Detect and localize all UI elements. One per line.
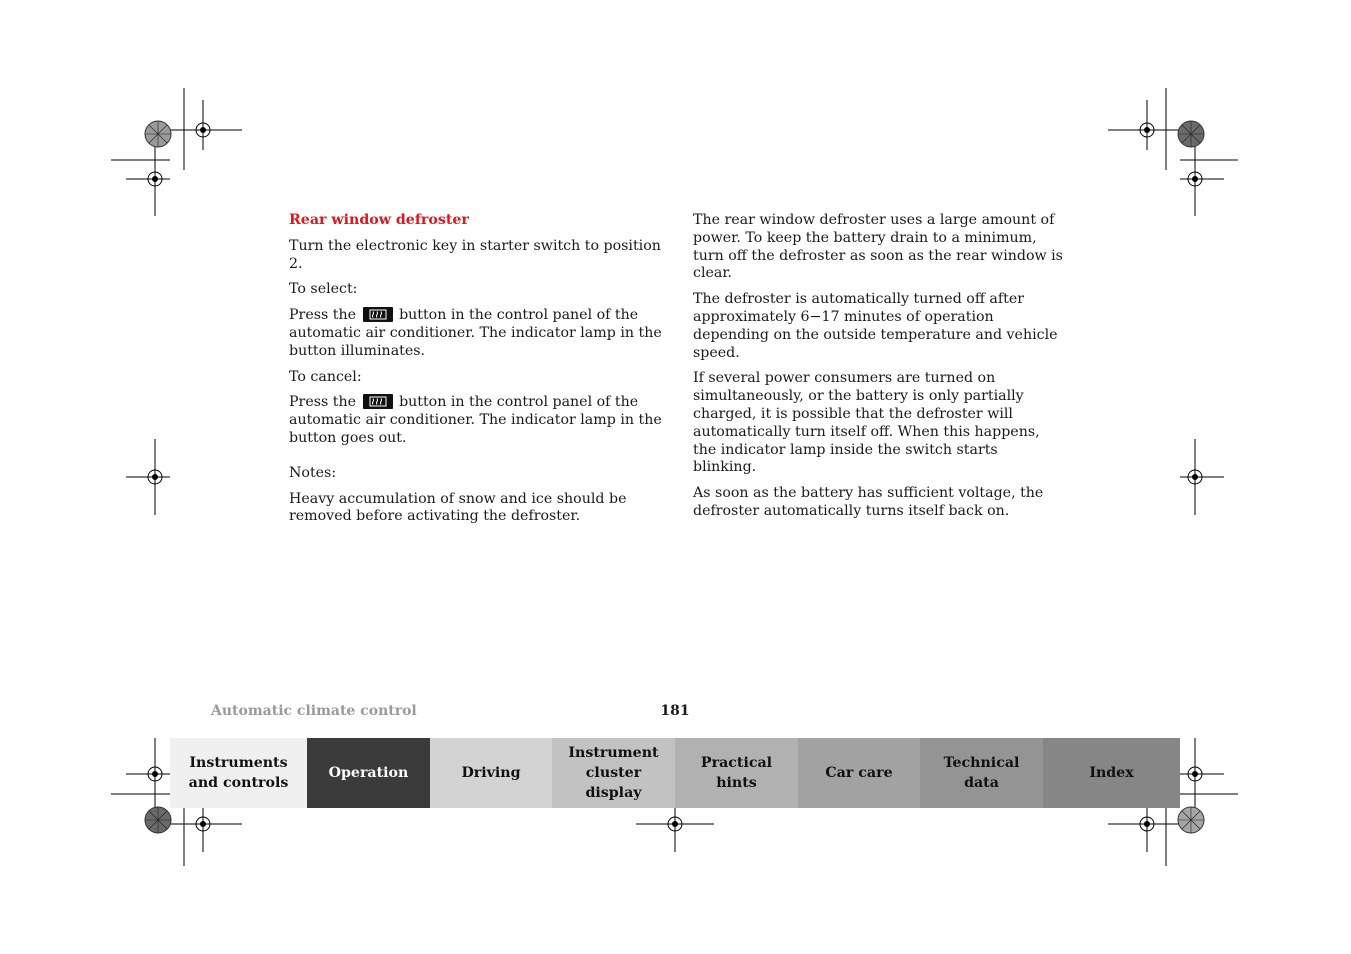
cancel-text-before: Press the bbox=[289, 394, 357, 411]
battery-voltage-paragraph: As soon as the battery has sufficient voltage, the defroster automatically turns itself back on. bbox=[693, 485, 1044, 519]
tab-practical-hints[interactable]: Practical hints bbox=[675, 738, 798, 808]
select-text-before: Press the bbox=[289, 307, 357, 324]
key-position-paragraph: Turn the electronic key in starter switch to position 2. bbox=[289, 237, 661, 272]
tab-instrument-cluster-display[interactable]: Instrument cluster display bbox=[552, 738, 675, 808]
power-consumers-paragraph: If several power consumers are turned on simultaneously, or the battery is only partially charged, it is possible that the defroster will automatically turn itself off. When this happens, the indicator lamp inside the switch starts blinking. bbox=[693, 370, 1040, 476]
notes-label: Notes: bbox=[289, 464, 337, 481]
rear-window-defroster-icon bbox=[363, 307, 393, 322]
section-heading: Rear window defroster bbox=[289, 212, 469, 228]
left-column bbox=[289, 212, 664, 534]
tab-car-care[interactable]: Car care bbox=[798, 738, 920, 808]
tab-instruments-and-controls[interactable]: Instruments and controls bbox=[170, 738, 307, 808]
auto-off-paragraph: The defroster is automatically turned off after approximately 6−17 minutes of operation depending on the outside temperature and vehicle speed. bbox=[693, 291, 1058, 361]
chapter-nav bbox=[170, 738, 1180, 808]
select-text-after: button in the control panel of the automatic air conditioner. The indicator lamp in the button illuminates. bbox=[289, 307, 662, 359]
page-number: 181 bbox=[660, 703, 690, 719]
tab-driving[interactable]: Driving bbox=[430, 738, 552, 808]
power-usage-paragraph: The rear window defroster uses a large amount of power. To keep the battery drain to a minimum, turn off the defroster as soon as the rear window is clear. bbox=[693, 212, 1063, 282]
tab-index[interactable]: Index bbox=[1043, 738, 1180, 808]
cancel-instructions bbox=[289, 394, 664, 447]
select-instructions bbox=[289, 307, 664, 360]
right-column bbox=[693, 212, 1065, 529]
to-cancel-label: To cancel: bbox=[289, 368, 362, 385]
cancel-text-after: button in the control panel of the automatic air conditioner. The indicator lamp in the button goes out. bbox=[289, 394, 662, 446]
tab-technical-data[interactable]: Technical data bbox=[920, 738, 1043, 808]
tab-operation[interactable]: Operation bbox=[307, 738, 430, 808]
section-title: Automatic climate control bbox=[211, 703, 417, 719]
to-select-label: To select: bbox=[289, 281, 358, 298]
rear-window-defroster-icon bbox=[363, 394, 393, 409]
notes-text: Heavy accumulation of snow and ice should be removed before activating the defroster. bbox=[289, 490, 627, 525]
